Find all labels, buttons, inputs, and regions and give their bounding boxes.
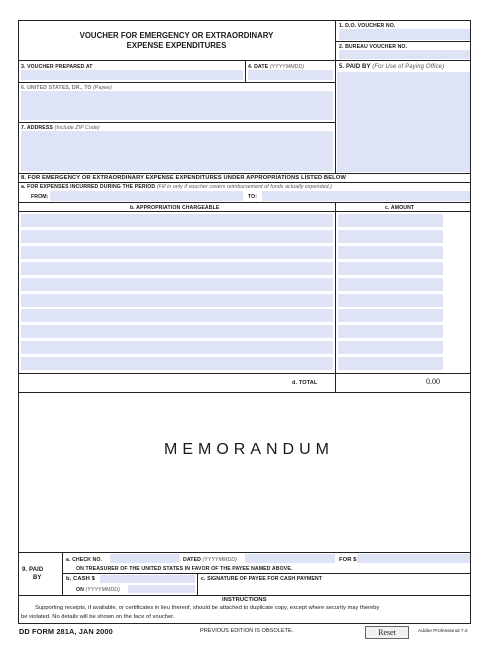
total-value: 0.00 xyxy=(426,377,440,386)
on-date-field[interactable] xyxy=(128,585,195,593)
header-rule-1 xyxy=(335,41,471,42)
col-amount-header: c. AMOUNT xyxy=(385,205,415,211)
total-label: d. TOTAL xyxy=(292,380,318,386)
form-title-line2: EXPENSE EXPENDITURES xyxy=(126,41,227,50)
form-id: DD FORM 281A, JAN 2000 xyxy=(19,627,113,636)
amount-field[interactable] xyxy=(338,325,443,338)
memorandum-heading: MEMORANDUM xyxy=(164,441,334,458)
paid-label: 9. PAID xyxy=(22,567,44,573)
amount-field[interactable] xyxy=(338,309,443,322)
instructions-rule xyxy=(18,595,471,596)
appropriation-field[interactable] xyxy=(21,214,333,227)
section9-rule-mid xyxy=(62,573,471,574)
appropriation-field[interactable] xyxy=(21,278,333,291)
amount-field[interactable] xyxy=(338,230,443,243)
row-rule-3 xyxy=(18,82,336,83)
check-no-field[interactable] xyxy=(110,554,180,563)
prepared-at-field[interactable] xyxy=(21,70,243,80)
payee-field[interactable] xyxy=(21,91,333,120)
paid-by-label-text: 5. PAID BY xyxy=(339,64,371,70)
amount-field[interactable] xyxy=(338,246,443,259)
to-field[interactable] xyxy=(262,191,470,201)
cash-label: b. CASH $ xyxy=(66,576,95,582)
on-date-label-text: ON xyxy=(76,587,84,593)
address-field[interactable] xyxy=(21,131,333,171)
dated-hint: (YYYYMMDD) xyxy=(202,557,237,563)
amount-field[interactable] xyxy=(338,294,443,307)
section8-heading-rule xyxy=(18,182,471,183)
form-title xyxy=(18,31,335,51)
dated-label xyxy=(183,557,237,563)
signature-label: c. SIGNATURE OF PAYEE FOR CASH PAYMENT xyxy=(201,576,323,582)
address-hint: (Include ZIP Code) xyxy=(54,125,100,131)
appropriation-field[interactable] xyxy=(21,294,333,307)
payee-label-text: 6. UNITED STATES, DR., TO xyxy=(21,85,92,91)
by-label: BY xyxy=(33,575,42,581)
date-label-text: 4. DATE xyxy=(248,64,269,70)
period-label-text: a. FOR EXPENSES INCURRED DURING THE PERIOD xyxy=(21,184,156,190)
appropriation-field[interactable] xyxy=(21,246,333,259)
address-label-text: 7. ADDRESS xyxy=(21,125,53,131)
date-field[interactable] xyxy=(248,70,333,80)
cash-divider xyxy=(197,573,198,595)
do-voucher-label: 1. D.O. VOUCHER NO. xyxy=(339,23,396,29)
on-date-label xyxy=(76,587,120,593)
section9-rule-top xyxy=(18,552,471,553)
payee-hint: (Payee) xyxy=(93,85,112,91)
for-amount-field[interactable] xyxy=(357,554,470,563)
appropriation-field[interactable] xyxy=(21,325,333,338)
paid-by-field[interactable] xyxy=(337,72,470,172)
treasurer-text: ON TREASURER OF THE UNITED STATES IN FAVOR OF THE PAYEE NAMED ABOVE. xyxy=(76,566,293,572)
appropriation-field[interactable] xyxy=(21,309,333,322)
appropriation-field[interactable] xyxy=(21,262,333,275)
software-note: Adobe Professional 7.0 xyxy=(418,629,468,634)
appropriation-field[interactable] xyxy=(21,230,333,243)
amount-field[interactable] xyxy=(338,357,443,370)
memo-rule-top xyxy=(18,392,471,393)
reset-button[interactable]: Reset xyxy=(365,626,409,639)
instructions-line1: Supporting receipts, if available, or certificates in lieu thereof, should be attached to duplicate copy, except where security may thereby xyxy=(35,605,380,611)
total-rule xyxy=(18,373,471,374)
bureau-voucher-field[interactable] xyxy=(339,50,470,59)
section8-rule xyxy=(18,173,471,174)
section8-heading: 8. FOR EMERGENCY OR EXTRAORDINARY EXPENSE EXPENDITURES UNDER APPROPRIATIONS LISTED BELOW xyxy=(21,175,346,181)
paid-by-hint: (For Use of Paying Office) xyxy=(372,64,445,70)
row-rule-4 xyxy=(18,122,336,123)
bureau-voucher-label: 2. BUREAU VOUCHER NO. xyxy=(339,44,408,50)
dated-label-text: DATED xyxy=(183,557,201,563)
do-voucher-field[interactable] xyxy=(339,29,470,40)
instructions-line2: be violated. No details will be shown on the face of voucher. xyxy=(21,614,175,620)
prepared-at-label: 3. VOUCHER PREPARED AT xyxy=(21,64,93,70)
amount-field[interactable] xyxy=(338,341,443,354)
amount-field[interactable] xyxy=(338,262,443,275)
period-label xyxy=(21,184,332,190)
columns-rule-header xyxy=(18,211,471,212)
period-hint: (Fill in only if voucher covers reimbursement of funds actually expended.) xyxy=(156,184,332,190)
amount-field[interactable] xyxy=(338,214,443,227)
on-date-hint: (YYYYMMDD) xyxy=(85,587,120,593)
header-divider xyxy=(335,20,336,173)
cash-field[interactable] xyxy=(100,575,195,583)
columns-divider xyxy=(335,202,336,392)
form-title-line1: VOUCHER FOR EMERGENCY OR EXTRAORDINARY xyxy=(79,31,274,40)
edition-note: PREVIOUS EDITION IS OBSOLETE. xyxy=(200,628,294,634)
amount-field[interactable] xyxy=(338,278,443,291)
paid-by-label xyxy=(339,64,444,70)
check-no-label: a. CHECK NO. xyxy=(66,557,103,563)
date-divider xyxy=(245,60,246,82)
col-appropriation-header: b. APPROPRIATION CHARGEABLE xyxy=(130,205,220,211)
appropriation-field[interactable] xyxy=(21,357,333,370)
date-hint: (YYYYMMDD) xyxy=(269,64,305,70)
dated-field[interactable] xyxy=(245,554,335,563)
to-label: TO: xyxy=(248,194,258,200)
appropriation-field[interactable] xyxy=(21,341,333,354)
from-field[interactable] xyxy=(50,191,243,201)
instructions-heading: INSTRUCTIONS xyxy=(222,597,267,603)
columns-rule-top xyxy=(18,202,471,203)
for-amount-label: FOR $ xyxy=(339,557,357,563)
from-label: FROM: xyxy=(31,194,49,200)
